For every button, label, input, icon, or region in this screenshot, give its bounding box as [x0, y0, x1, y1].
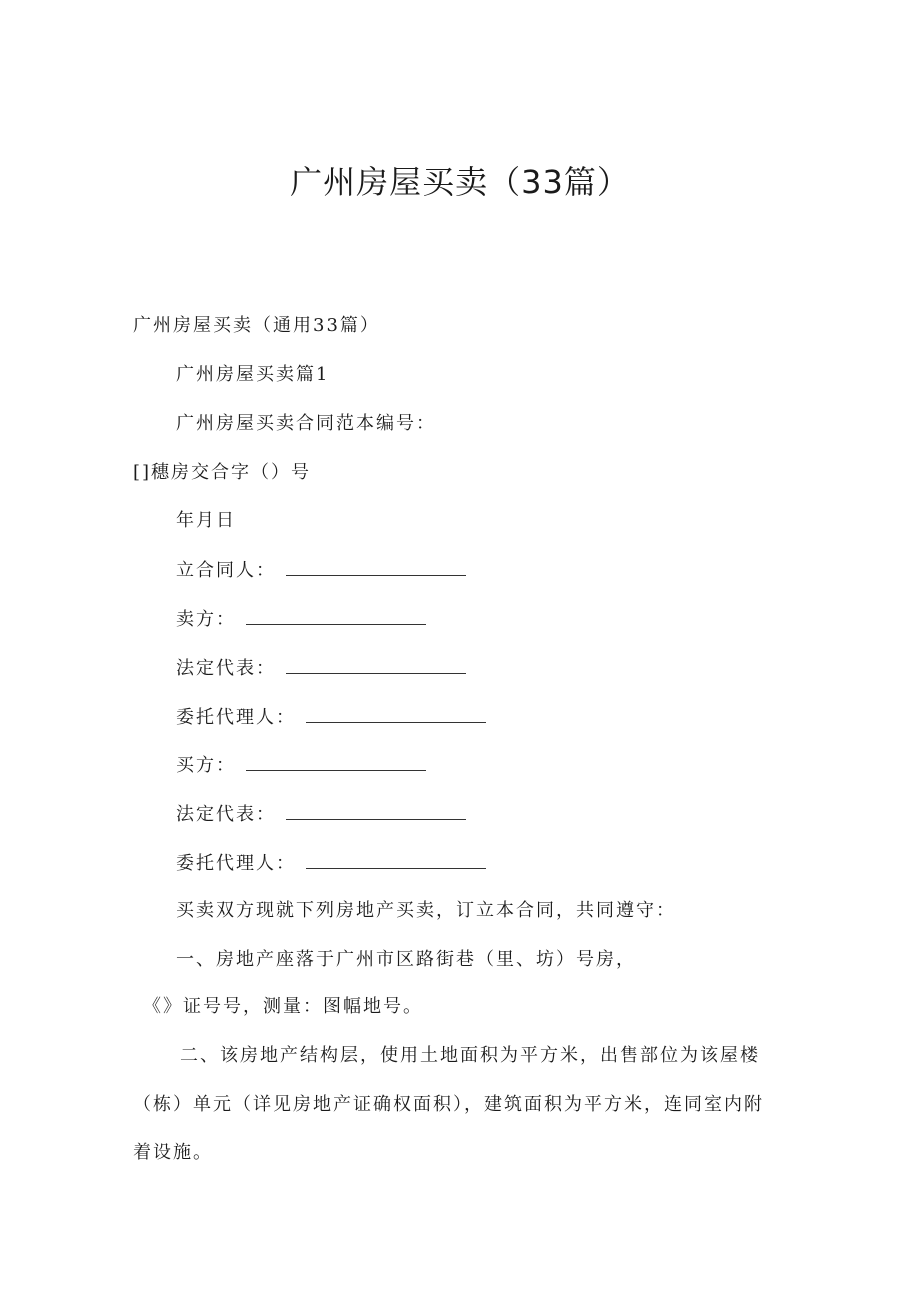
document-subtitle: 广州房屋买卖（通用33篇）	[133, 315, 380, 336]
seller-legal-rep-blank[interactable]	[286, 655, 466, 674]
seller-agent-row	[176, 704, 486, 731]
clause-1-line-2: 《》证号号，测量：图幅地号。	[143, 996, 423, 1017]
contract-number-label: 广州房屋买卖合同范本编号：	[176, 413, 436, 434]
signatory-label: 立合同人：	[176, 560, 276, 581]
buyer-legal-rep-label: 法定代表：	[176, 804, 276, 825]
date-line: 年月日	[176, 510, 236, 531]
clause-2-line-1: 二、该房地产结构层，使用土地面积为平方米，出售部位为该屋楼	[180, 1045, 760, 1066]
signatory-blank[interactable]	[286, 557, 466, 576]
clause-1-line-1: 一、房地产座落于广州市区路街巷（里、坊）号房，	[176, 949, 636, 970]
contract-code: []穗房交合字（）号	[133, 462, 312, 483]
signatory-row	[176, 557, 466, 584]
buyer-blank[interactable]	[246, 752, 426, 771]
buyer-legal-rep-blank[interactable]	[286, 801, 466, 820]
buyer-agent-row	[176, 850, 486, 877]
document-title: 广州房屋买卖（33篇）	[290, 163, 630, 201]
seller-legal-rep-label: 法定代表：	[176, 658, 276, 679]
buyer-agent-label: 委托代理人：	[176, 853, 296, 874]
seller-legal-rep-row	[176, 655, 466, 682]
clause-2-line-2: （栋）单元（详见房地产证确权面积），建筑面积为平方米，连同室内附	[133, 1094, 764, 1115]
seller-blank[interactable]	[246, 606, 426, 625]
buyer-row	[176, 752, 426, 779]
seller-agent-label: 委托代理人：	[176, 707, 296, 728]
clause-2-line-3: 着设施。	[133, 1142, 213, 1163]
agreement-intro: 买卖双方现就下列房地产买卖，订立本合同，共同遵守：	[176, 900, 676, 921]
buyer-legal-rep-row	[176, 801, 466, 828]
seller-label: 卖方：	[176, 609, 236, 630]
buyer-label: 买方：	[176, 755, 236, 776]
section-heading: 广州房屋买卖篇1	[176, 364, 330, 385]
seller-row	[176, 606, 426, 633]
buyer-agent-blank[interactable]	[306, 850, 486, 869]
seller-agent-blank[interactable]	[306, 704, 486, 723]
